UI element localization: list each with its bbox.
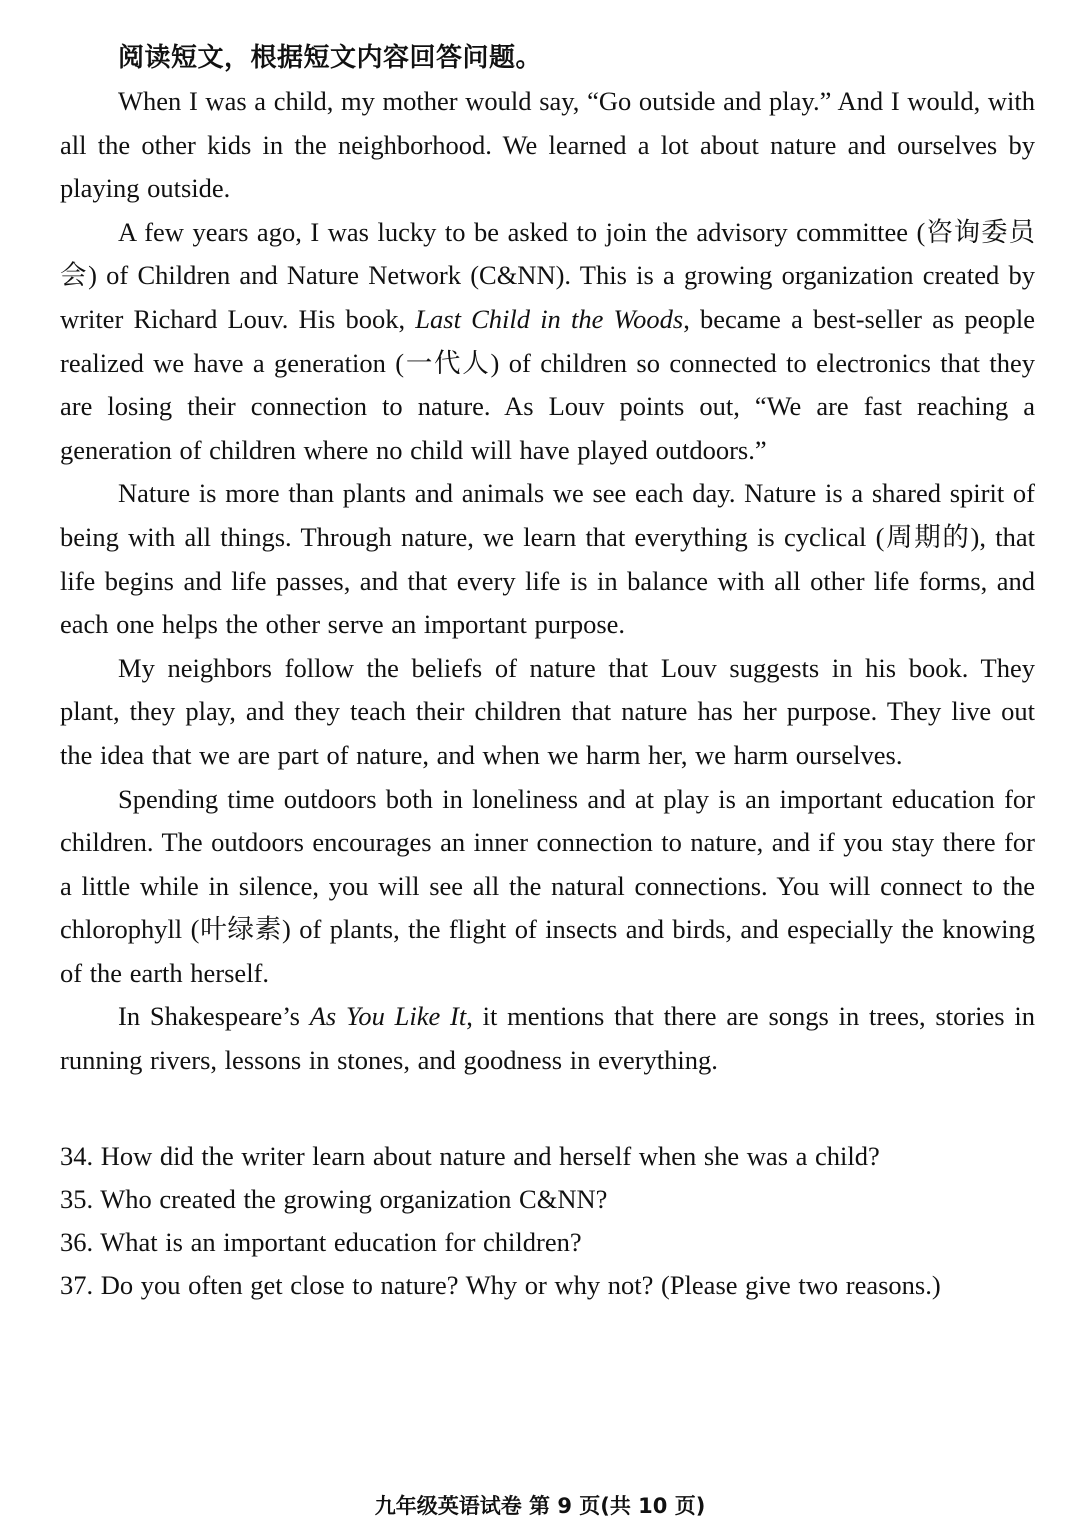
question-list (60, 1135, 1035, 1308)
passage-paragraph-2 (60, 211, 1035, 473)
passage-paragraph-2-text-a: A few years ago, I was lucky to be asked to join the advisory committee (咨询委员会) of Children and Nature Network (C&NN). This is a growing organization created by writer Richard Louv. His book, (60, 216, 1035, 334)
reading-passage (60, 80, 1035, 1083)
passage-paragraph-5: Spending time outdoors both in loneliness and at play is an important education for children. The outdoors encourages an inner connection to nature, and if you stay there for a little while in silence, you will see all the natural connections. You will connect to the chlorophyll (叶绿素) of plants, the flight of insects and birds, and especially the knowing of the earth herself. (60, 783, 1035, 988)
question-34: 34. How did the writer learn about nature and herself when she was a child? (60, 1140, 880, 1171)
passage-paragraph-2-text-b: , became a best-seller as people realized we have a generation (一代人) of children so connected to electronics that they are losing their connection to nature. As Louv points out, “We are fast reaching a generation of children where no child will have played outdoors.” (60, 303, 1035, 465)
passage-paragraph-1: When I was a child, my mother would say, “Go outside and play.” And I would, with all the other kids in the neighborhood. We learned a lot about nature and ourselves by playing outside. (60, 86, 1035, 204)
question-36: 36. What is an important education for children? (60, 1227, 582, 1258)
passage-paragraph-4: My neighbors follow the beliefs of nature that Louv suggests in his book. They plant, they play, and they teach their children that nature has her purpose. They live out the idea that we are part of nature, and when we harm her, we harm ourselves. (60, 652, 1035, 770)
book-title: Last Child in the Woods (415, 303, 684, 334)
passage-paragraph-6-text-a: In Shakespeare’s (118, 1001, 310, 1032)
page-footer: 九年级英语试卷 第 9 页(共 10 页) (374, 1494, 706, 1518)
question-37: 37. Do you often get close to nature? Why or why not? (Please give two reasons.) (60, 1270, 941, 1301)
passage-paragraph-6-text-b: , it mentions that there are songs in trees, stories in running rivers, lessons in stones, and goodness in everything. (60, 1001, 1036, 1076)
question-35: 35. Who created the growing organization C&NN? (60, 1183, 608, 1214)
passage-paragraph-6 (60, 995, 1035, 1082)
instruction-heading: 阅读短文，根据短文内容回答问题。 (118, 43, 543, 73)
exam-page (60, 36, 1035, 1307)
passage-paragraph-3: Nature is more than plants and animals we see each day. Nature is a shared spirit of being with all things. Through nature, we learn that everything is cyclical (周期的), that life begins and life passes, and that every life is in balance with all other life forms, and each one helps the other serve an important purpose. (60, 478, 1035, 640)
play-title: As You Like It (309, 1001, 467, 1032)
